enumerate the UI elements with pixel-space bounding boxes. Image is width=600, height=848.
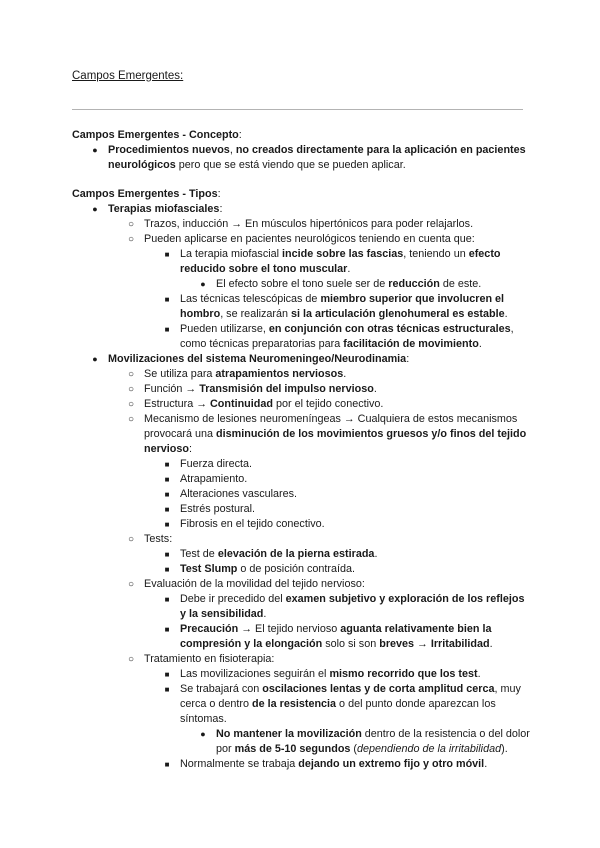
bullet-disc-icon: ● <box>200 729 206 739</box>
list-item-terapias: ● Terapias miofasciales: <box>72 202 532 217</box>
bullet-square-icon: ■ <box>164 490 170 499</box>
list-item: ■ La terapia miofascial incide sobre las fascias, teniendo un efecto reducido sobre el tono muscular. <box>72 247 532 277</box>
horizontal-divider <box>72 109 523 110</box>
bullet-disc-icon: ● <box>92 354 98 364</box>
bullet-circle-icon: ○ <box>127 579 135 590</box>
document-body <box>72 128 532 772</box>
list-item: ■ Fuerza directa. <box>72 457 532 472</box>
document-title: Campos Emergentes: <box>72 70 184 82</box>
bullet-square-icon: ■ <box>164 685 170 694</box>
list-item: ■ Estrés postural. <box>72 502 532 517</box>
list-item: ■ Fibrosis en el tejido conectivo. <box>72 517 532 532</box>
list-item: ■ Alteraciones vasculares. <box>72 487 532 502</box>
bullet-square-icon: ■ <box>164 460 170 469</box>
list-item: ■ Pueden utilizarse, en conjunción con otras técnicas estructurales, como técnicas preparatorias para facilitación de movimiento. <box>72 322 532 352</box>
list-item: ○ Pueden aplicarse en pacientes neurológicos teniendo en cuenta que: <box>72 232 532 247</box>
bullet-disc-icon: ● <box>92 145 98 155</box>
list-item: ○ Mecanismo de lesiones neuromeníngeas → Cualquiera de estos mecanismos provocará una disminución de los movimientos gruesos y/o finos del tejido nervioso: <box>72 412 532 457</box>
list-item: ● El efecto sobre el tono suele ser de reducción de este. <box>72 277 532 292</box>
list-item: ● No mantener la movilización dentro de la resistencia o del dolor por más de 5-10 segundos (dependiendo de la irritabilidad). <box>72 727 532 757</box>
bullet-square-icon: ■ <box>164 595 170 604</box>
section-heading-tipos: Campos Emergentes - Tipos: <box>72 188 221 200</box>
list-item: ● Procedimientos nuevos, no creados directamente para la aplicación en pacientes neurológicos pero que se está viendo que se pueden aplicar. <box>72 143 532 173</box>
bullet-disc-icon: ● <box>200 279 206 289</box>
bullet-square-icon: ■ <box>164 475 170 484</box>
list-item: ○ Se utiliza para atrapamientos nerviosos. <box>72 367 532 382</box>
list-item: ○ Función → Transmisión del impulso nervioso. <box>72 382 532 397</box>
list-item: ■ Test Slump o de posición contraída. <box>72 562 532 577</box>
list-item: ○ Tratamiento en fisioterapia: <box>72 652 532 667</box>
list-item: ■ Atrapamiento. <box>72 472 532 487</box>
bullet-square-icon: ■ <box>164 325 170 334</box>
bullet-circle-icon: ○ <box>127 654 135 665</box>
bullet-square-icon: ■ <box>164 670 170 679</box>
bullet-square-icon: ■ <box>164 625 170 634</box>
list-item-movilizaciones: ● Movilizaciones del sistema Neuromeningeo/Neurodinamia: <box>72 352 532 367</box>
list-item: ■ Las movilizaciones seguirán el mismo recorrido que los test. <box>72 667 532 682</box>
list-item: ■ Se trabajará con oscilaciones lentas y de corta amplitud cerca, muy cerca o dentro de la resistencia o del punto donde aparezcan los síntomas. <box>72 682 532 727</box>
list-item: ■ Normalmente se trabaja dejando un extremo fijo y otro móvil. <box>72 757 532 772</box>
bullet-circle-icon: ○ <box>127 219 135 230</box>
bullet-square-icon: ■ <box>164 520 170 529</box>
list-item: ■ Test de elevación de la pierna estirada. <box>72 547 532 562</box>
bullet-circle-icon: ○ <box>127 534 135 545</box>
list-item: ■ Debe ir precedido del examen subjetivo y exploración de los reflejos y la sensibilidad. <box>72 592 532 622</box>
bullet-square-icon: ■ <box>164 250 170 259</box>
bullet-circle-icon: ○ <box>127 414 135 425</box>
bullet-circle-icon: ○ <box>127 369 135 380</box>
bullet-circle-icon: ○ <box>127 399 135 410</box>
list-item: ○ Estructura → Continuidad por el tejido conectivo. <box>72 397 532 412</box>
list-item: ○ Evaluación de la movilidad del tejido nervioso: <box>72 577 532 592</box>
bullet-circle-icon: ○ <box>127 234 135 245</box>
bullet-square-icon: ■ <box>164 760 170 769</box>
list-item: ■ Las técnicas telescópicas de miembro superior que involucren el hombro, se realizarán si la articulación glenohumeral es estable. <box>72 292 532 322</box>
list-item: ○ Trazos, inducción → En músculos hipertónicos para poder relajarlos. <box>72 217 532 232</box>
bullet-square-icon: ■ <box>164 295 170 304</box>
bullet-square-icon: ■ <box>164 550 170 559</box>
bullet-square-icon: ■ <box>164 505 170 514</box>
list-item: ■ Precaución → El tejido nervioso aguanta relativamente bien la compresión y la elongación solo si son breves → Irritabilidad. <box>72 622 532 652</box>
list-item: ○ Tests: <box>72 532 532 547</box>
bullet-circle-icon: ○ <box>127 384 135 395</box>
section-heading-concepto: Campos Emergentes - Concepto: <box>72 129 242 141</box>
bullet-square-icon: ■ <box>164 565 170 574</box>
bullet-disc-icon: ● <box>92 204 98 214</box>
